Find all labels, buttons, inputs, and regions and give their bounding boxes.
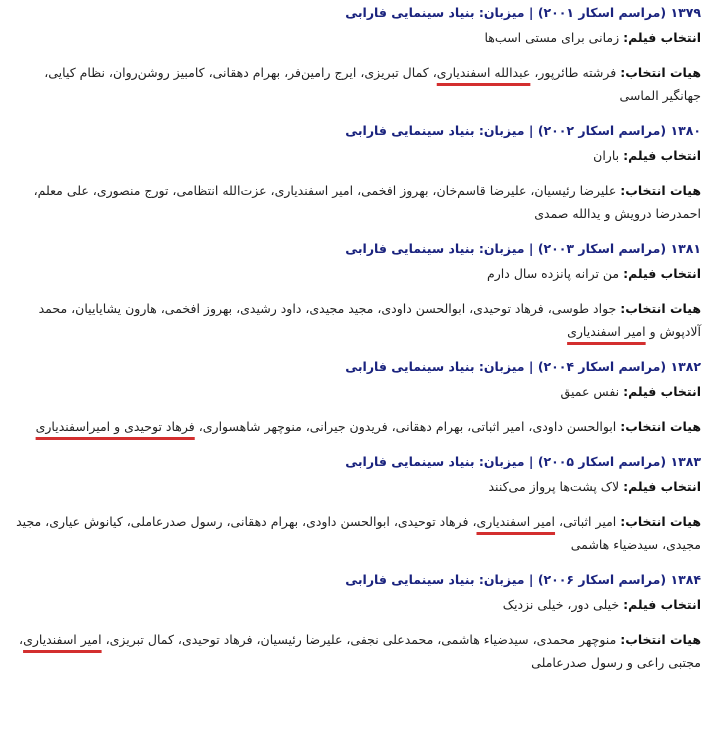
film-label: انتخاب فیلم: (623, 266, 701, 281)
jury-line (8, 510, 701, 556)
highlighted-name: فرهاد توحیدی و امیراسفندیاری (35, 419, 195, 434)
entry-1379 (8, 0, 701, 118)
highlighted-name: امیر اسفندیاری (476, 514, 556, 529)
jury-label: هیات انتخاب: (620, 65, 701, 80)
film-title: زمانی برای مستی اسب‌ها (484, 30, 620, 45)
film-label: انتخاب فیلم: (623, 479, 701, 494)
jury-names: فرشته طائرپور، (530, 65, 617, 80)
jury-names: جواد طوسی، فرهاد توحیدی، ابوالحسن داودی، مجید مجیدی، داود رشیدی، بهروز افخمی، هارون یشایاییان، محمد آلادپوش و (38, 301, 701, 339)
film-title: باران (593, 148, 620, 163)
jury-names-rest: ، مجتبی راعی و رسول صدرعاملی (19, 632, 701, 670)
film-line (8, 593, 701, 616)
film-label: انتخاب فیلم: (623, 384, 701, 399)
entry-heading: ۱۳۸۱ (مراسم اسکار ۲۰۰۳) | میزبان: بنیاد سینمایی فارابی (345, 241, 701, 256)
jury-line (8, 61, 701, 107)
film-label: انتخاب فیلم: (623, 148, 701, 163)
jury-names: امیر اثباتی، (555, 514, 617, 529)
entry-heading: ۱۳۷۹ (مراسم اسکار ۲۰۰۱) | میزبان: بنیاد سینمایی فارابی (345, 5, 701, 20)
entry-heading: ۱۳۸۲ (مراسم اسکار ۲۰۰۴) | میزبان: بنیاد سینمایی فارابی (345, 359, 701, 374)
film-line (8, 144, 701, 167)
film-line (8, 262, 701, 285)
film-label: انتخاب فیلم: (623, 30, 701, 45)
jury-label: هیات انتخاب: (620, 301, 701, 316)
film-title: خیلی دور، خیلی نزدیک (502, 597, 620, 612)
jury-names: منوچهر محمدی، سیدضیاء هاشمی، محمدعلی نجفی، علیرضا رئیسیان، فرهاد توحیدی، کمال تبریزی، (101, 632, 617, 647)
film-line (8, 26, 701, 49)
jury-names: علیرضا رئیسیان، علیرضا قاسم‌خان، بهروز افخمی، امیر اسفندیاری، عزت‌الله انتظامی، تورج منصوری، علی معلم، احمدرضا درویش و یدالله صمدی (33, 183, 701, 221)
jury-label: هیات انتخاب: (620, 514, 701, 529)
entry-1383 (8, 449, 701, 567)
highlighted-name: امیر اسفندیاری (567, 324, 646, 339)
film-title: من ترانه پانزده سال دارم (487, 266, 620, 281)
entry-1380 (8, 118, 701, 236)
entry-1382 (8, 354, 701, 449)
jury-line (8, 628, 701, 674)
highlighted-name: امیر اسفندیاری (23, 632, 102, 647)
jury-line (8, 297, 701, 343)
entry-1384 (8, 567, 701, 674)
film-label: انتخاب فیلم: (623, 597, 701, 612)
entry-heading: ۱۳۸۳ (مراسم اسکار ۲۰۰۵) | میزبان: بنیاد سینمایی فارابی (345, 454, 701, 469)
film-title: لاک پشت‌ها پرواز می‌کنند (488, 479, 620, 494)
jury-names-rest: ، کمال تبریزی، ایرج رامین‌فر، بهرام دهقانی، کامبیز روشن‌روان، نظام کیایی، جهانگیر الماسی (44, 65, 701, 103)
jury-names-rest: ، فرهاد توحیدی، ابوالحسن داودی، بهرام دهقانی، رسول صدرعاملی، کیانوش عیاری، مجید مجیدی، سیدضیاء هاشمی (16, 514, 701, 552)
entry-1381 (8, 236, 701, 354)
film-line (8, 380, 701, 403)
entry-heading: ۱۳۸۴ (مراسم اسکار ۲۰۰۶) | میزبان: بنیاد سینمایی فارابی (345, 572, 701, 587)
jury-line (8, 179, 701, 225)
jury-names: ابوالحسن داودی، امیر اثباتی، بهرام دهقانی، فریدون جیرانی، منوچهر شاهسواری، (194, 419, 617, 434)
jury-label: هیات انتخاب: (620, 183, 701, 198)
jury-line (8, 415, 701, 438)
highlighted-name: عبدالله اسفندیاری (436, 65, 531, 80)
jury-label: هیات انتخاب: (620, 632, 701, 647)
film-line (8, 475, 701, 498)
entry-heading: ۱۳۸۰ (مراسم اسکار ۲۰۰۲) | میزبان: بنیاد سینمایی فارابی (345, 123, 701, 138)
film-title: نفس عمیق (560, 384, 620, 399)
jury-label: هیات انتخاب: (620, 419, 701, 434)
